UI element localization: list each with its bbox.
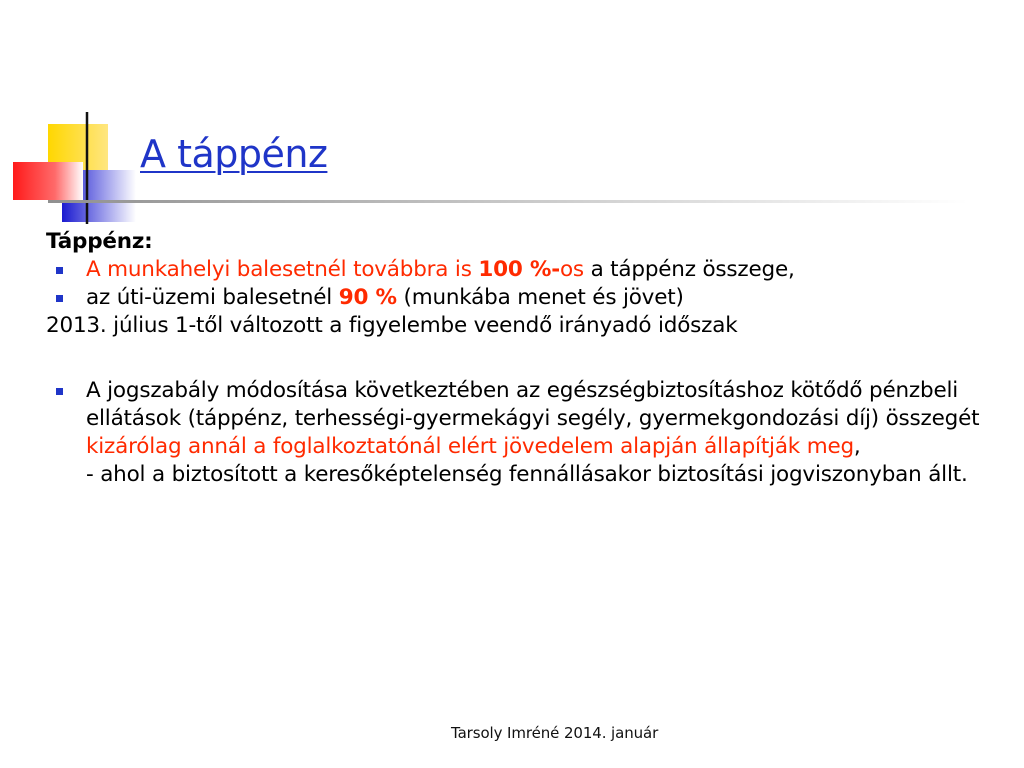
bullet2-value: 90 %: [338, 285, 397, 310]
bullet1-tail: a táppénz összege,: [583, 257, 795, 282]
bullet2-text: az úti-üzemi balesetnél: [86, 285, 339, 310]
bullet1-suffix: os: [559, 257, 584, 282]
bullet3-highlight: kizárólag annál a foglalkoztatónál elért jövedelem alapján állapítják meg: [86, 434, 854, 459]
slide-title[interactable]: A táppénz: [140, 132, 328, 176]
bullet-commute-rate: [46, 284, 996, 312]
section-heading: Táppénz:: [46, 229, 153, 254]
change-note: 2013. július 1-től változott a figyelembe veendő irányadó időszak: [46, 313, 738, 338]
bullet1-text-red: A munkahelyi balesetnél továbbra is: [86, 257, 479, 282]
bullet3-text: A jogszabály módosítása következtében az egészségbiztosításhoz kötődő pénzbeli ellátások (táppénz, terhességi-gyermekágyi segély, gyermekgondozási díj) összegét: [86, 378, 980, 431]
bullet1-value: 100 %-: [478, 257, 560, 282]
deco-red-square: [13, 162, 83, 200]
bullet3-tail: ,: [853, 434, 861, 459]
bullet-accident-rate: [46, 256, 996, 284]
bullet2-tail: (munkába menet és jövet): [396, 285, 684, 310]
title-underline-rule: [48, 200, 968, 203]
slide-decoration: [0, 0, 1024, 230]
spacer: [46, 340, 996, 377]
footer-text: Tarsoly Imréné 2014. január: [451, 724, 659, 742]
bullet-regulation: [46, 377, 996, 461]
slide-content: [46, 228, 996, 489]
regulation-subline: - ahol a biztosított a keresőképtelenség fennállásakor biztosítási jogviszonyban állt.: [86, 462, 968, 487]
